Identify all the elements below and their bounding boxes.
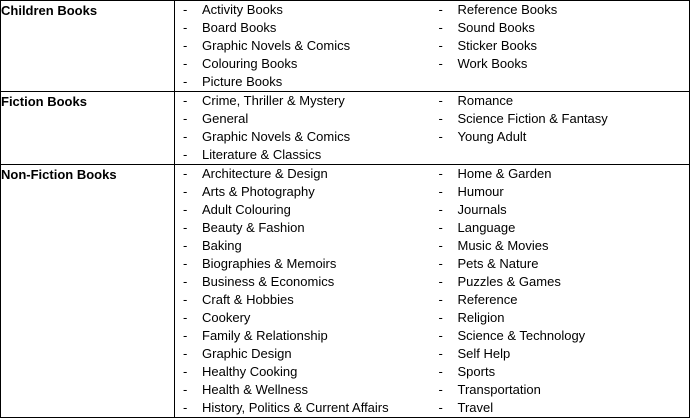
- subcategory-item: [434, 165, 690, 183]
- category-name: Fiction Books: [1, 94, 87, 109]
- category-name: Non-Fiction Books: [1, 167, 117, 182]
- bullet-dash: -: [183, 292, 188, 307]
- category-name: Children Books: [1, 3, 98, 18]
- bullet-dash: -: [438, 346, 443, 361]
- bullet-dash: -: [438, 292, 443, 307]
- subcategory-label: Baking: [202, 238, 242, 253]
- bullet-dash: -: [438, 202, 443, 217]
- subcategory-item: [434, 201, 690, 219]
- subcategory-item: [434, 110, 690, 128]
- subcategory-item: [178, 219, 434, 237]
- subcategory-label: Science Fiction & Fantasy: [457, 111, 608, 126]
- subcategory-item: [434, 255, 690, 273]
- subcategory-label: Journals: [457, 202, 507, 217]
- bullet-dash: -: [183, 346, 188, 361]
- subcategory-item: [178, 201, 434, 219]
- subcategory-item: [434, 273, 690, 291]
- subcategory-item: [178, 345, 434, 363]
- category-items-cell: [175, 165, 690, 418]
- subcategory-item: [178, 19, 434, 37]
- subcategory-item: [178, 165, 434, 183]
- bullet-dash: -: [183, 274, 188, 289]
- subcategory-label: Crime, Thriller & Mystery: [202, 93, 345, 108]
- subcategory-label: Science & Technology: [457, 328, 586, 343]
- subcategory-item: [434, 37, 690, 55]
- table-body: [1, 1, 690, 418]
- subcategory-item: [178, 55, 434, 73]
- bullet-dash: -: [438, 238, 443, 253]
- subcategory-label: Graphic Design: [202, 346, 292, 361]
- subcategory-label: Pets & Nature: [457, 256, 539, 271]
- subcategory-item: [178, 255, 434, 273]
- bullet-dash: -: [438, 328, 443, 343]
- subcategory-label: Graphic Novels & Comics: [202, 38, 351, 53]
- subcategory-item: [434, 381, 690, 399]
- subcategory-label: Puzzles & Games: [457, 274, 561, 289]
- subcategory-item: [178, 128, 434, 146]
- bullet-dash: -: [183, 382, 188, 397]
- category-name-cell: [1, 92, 175, 165]
- subcategory-label: Sports: [457, 364, 496, 379]
- subcategory-label: Colouring Books: [202, 56, 298, 71]
- subcategory-label: Sticker Books: [457, 38, 537, 53]
- bullet-dash: -: [183, 238, 188, 253]
- bullet-dash: -: [183, 56, 188, 71]
- bullet-dash: -: [438, 184, 443, 199]
- bullet-dash: -: [438, 93, 443, 108]
- subcategory-label: Business & Economics: [202, 274, 335, 289]
- bullet-dash: -: [438, 111, 443, 126]
- subcategory-item: [178, 92, 434, 110]
- subcategory-list: [175, 1, 689, 91]
- subcategory-item: [178, 363, 434, 381]
- bullet-dash: -: [438, 220, 443, 235]
- subcategory-item: [178, 73, 434, 91]
- subcategory-item: [178, 1, 434, 19]
- subcategory-item: [434, 128, 690, 146]
- subcategory-item: [178, 327, 434, 345]
- subcategory-item: [434, 363, 690, 381]
- category-items-cell: [175, 92, 690, 165]
- category-row: [1, 92, 690, 165]
- bullet-dash: -: [183, 364, 188, 379]
- subcategory-item: [434, 19, 690, 37]
- subcategory-label: Board Books: [202, 20, 277, 35]
- subcategory-label: Self Help: [457, 346, 511, 361]
- subcategory-label: History, Politics & Current Affairs: [202, 400, 389, 415]
- bullet-dash: -: [183, 93, 188, 108]
- subcategory-list: [175, 165, 689, 417]
- subcategory-item: [434, 55, 690, 73]
- subcategory-item: [178, 291, 434, 309]
- bullet-dash: -: [438, 382, 443, 397]
- bullet-dash: -: [183, 74, 188, 89]
- subcategory-label: Sound Books: [457, 20, 535, 35]
- subcategory-label: Romance: [457, 93, 514, 108]
- bullet-dash: -: [183, 184, 188, 199]
- subcategory-label: Architecture & Design: [202, 166, 328, 181]
- subcategory-item: [434, 291, 690, 309]
- bullet-dash: -: [438, 56, 443, 71]
- subcategory-label: Reference Books: [457, 2, 558, 17]
- subcategory-label: Reference: [457, 292, 518, 307]
- subcategory-item: [434, 1, 690, 19]
- bullet-dash: -: [438, 364, 443, 379]
- bullet-dash: -: [183, 202, 188, 217]
- category-items-cell: [175, 1, 690, 92]
- category-name-cell: [1, 1, 175, 92]
- subcategory-label: Adult Colouring: [202, 202, 291, 217]
- subcategory-item: [434, 345, 690, 363]
- bullet-dash: -: [438, 38, 443, 53]
- bullet-dash: -: [183, 328, 188, 343]
- bullet-dash: -: [183, 166, 188, 181]
- subcategory-label: Music & Movies: [457, 238, 549, 253]
- subcategory-label: Beauty & Fashion: [202, 220, 305, 235]
- subcategory-label: Literature & Classics: [202, 147, 322, 162]
- category-row: [1, 1, 690, 92]
- bullet-dash: -: [183, 2, 188, 17]
- subcategory-label: Craft & Hobbies: [202, 292, 294, 307]
- subcategory-label: Young Adult: [457, 129, 527, 144]
- bullet-dash: -: [183, 129, 188, 144]
- subcategory-item: [434, 237, 690, 255]
- bullet-dash: -: [183, 147, 188, 162]
- subcategory-label: Biographies & Memoirs: [202, 256, 337, 271]
- subcategory-item: [178, 146, 434, 164]
- subcategory-item: [434, 399, 690, 417]
- subcategory-label: Graphic Novels & Comics: [202, 129, 351, 144]
- bullet-dash: -: [438, 310, 443, 325]
- subcategory-label: Arts & Photography: [202, 184, 315, 199]
- subcategory-item: [178, 399, 434, 417]
- bullet-dash: -: [183, 20, 188, 35]
- bullet-dash: -: [183, 400, 188, 415]
- subcategory-label: Family & Relationship: [202, 328, 328, 343]
- subcategory-list: [175, 92, 689, 164]
- bullet-dash: -: [438, 166, 443, 181]
- bullet-dash: -: [183, 310, 188, 325]
- subcategory-label: Transportation: [457, 382, 541, 397]
- bullet-dash: -: [438, 2, 443, 17]
- subcategory-label: Activity Books: [202, 2, 283, 17]
- subcategory-item: [178, 110, 434, 128]
- subcategory-item: [178, 381, 434, 399]
- subcategory-item: [434, 183, 690, 201]
- subcategory-item: [434, 309, 690, 327]
- bullet-dash: -: [438, 129, 443, 144]
- bullet-dash: -: [183, 256, 188, 271]
- subcategory-label: General: [202, 111, 249, 126]
- bullet-dash: -: [438, 274, 443, 289]
- subcategory-label: Work Books: [457, 56, 528, 71]
- bullet-dash: -: [438, 256, 443, 271]
- subcategory-label: Humour: [457, 184, 504, 199]
- subcategory-label: Picture Books: [202, 74, 283, 89]
- bullet-dash: -: [438, 20, 443, 35]
- subcategory-label: Religion: [457, 310, 505, 325]
- subcategory-label: Health & Wellness: [202, 382, 308, 397]
- subcategory-label: Cookery: [202, 310, 251, 325]
- subcategory-item: [178, 273, 434, 291]
- subcategory-label: Home & Garden: [457, 166, 552, 181]
- subcategory-label: Language: [457, 220, 516, 235]
- subcategory-item: [434, 219, 690, 237]
- bullet-dash: -: [183, 220, 188, 235]
- subcategory-item: [434, 327, 690, 345]
- bullet-dash: -: [183, 38, 188, 53]
- subcategory-item: [178, 183, 434, 201]
- subcategory-label: Healthy Cooking: [202, 364, 298, 379]
- subcategory-item: [178, 37, 434, 55]
- subcategory-label: Travel: [457, 400, 494, 415]
- bullet-dash: -: [183, 111, 188, 126]
- subcategory-item: [178, 309, 434, 327]
- bullet-dash: -: [438, 400, 443, 415]
- category-name-cell: [1, 165, 175, 418]
- category-row: [1, 165, 690, 418]
- subcategory-item: [178, 237, 434, 255]
- subcategory-item: [434, 92, 690, 110]
